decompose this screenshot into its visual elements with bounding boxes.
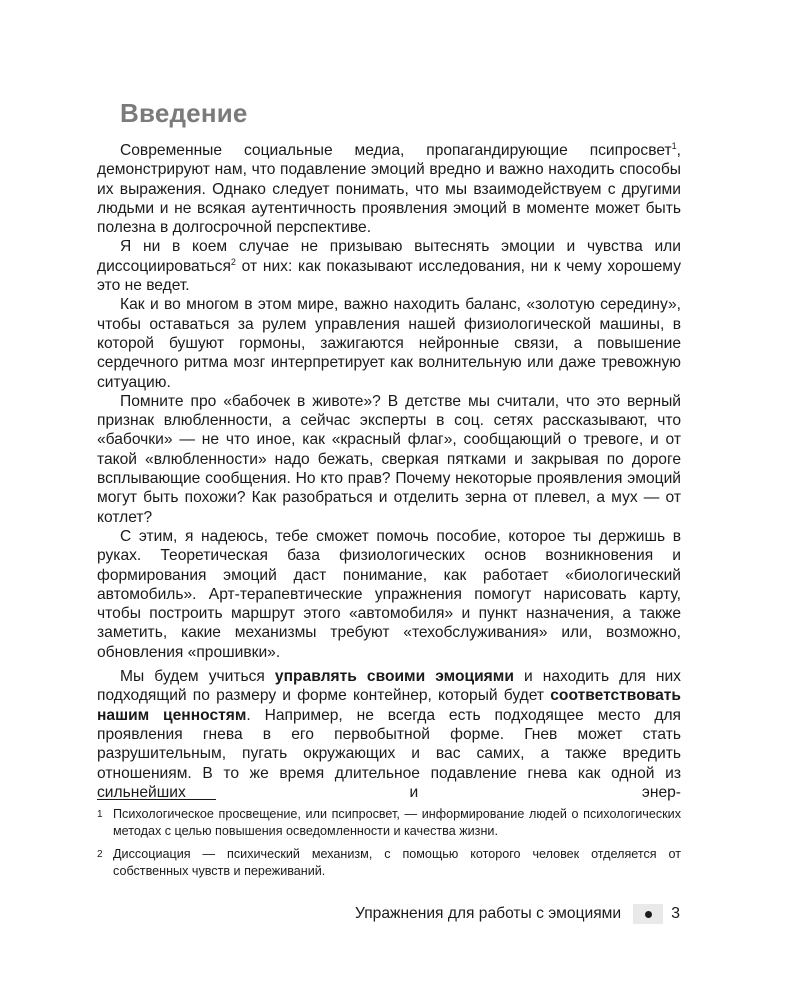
page-title: Введение xyxy=(120,98,248,128)
footnote-text: Психологическое просвещение, или псипросвет, — информирование людей о психологических методах с целью повышения осведомленности и качества жизни. xyxy=(113,807,681,838)
page-marker xyxy=(633,904,663,924)
paragraph-text: , демонстрируют нам, что подавление эмоций вредно и важно находить способы их выражения. Однако следует понимать, что мы взаимодействуем с другими людьми и не всякая аутентичность проявления эмоций в моменте может быть полезна в долгосрочной перспективе. xyxy=(97,142,681,237)
footnote-ref: 2 xyxy=(230,256,236,267)
footnote-number: 2 xyxy=(97,849,103,860)
paragraph-text: . Например, не всегда есть подходящее место для проявления гнева в его первобытной форме. Гнев может стать разрушительным, пугать окружающих и вас самих, а также вредить отношениям. В то же время длительное подавление гнева как одной из сильнейших и энер- xyxy=(97,706,682,801)
footnote-divider xyxy=(97,799,216,800)
footnote-ref: 1 xyxy=(671,140,677,151)
paragraph-text: от них: как показывают исследования, ни к чему хорошему это не ведет. xyxy=(97,257,681,295)
paragraph-text: Мы будем учиться xyxy=(120,668,275,686)
paragraph: Помните про «бабочек в животе»? В детстве мы считали, что это верный признак влюбленности, а сейчас эксперты в соц. сетях рассказывают, что «бабочки» — не что иное, как «красный флаг», сообщающий о тревоге, и от такой «влюбленности» надо бежать, сверкая пятками и закрывая по дороге всплывающие сообщения. Но кто прав? Почему некоторые проявления эмоций могут быть похожи? Как разобраться и отделить зерна от плевел, а мух — от котлет? xyxy=(97,392,681,526)
body-text xyxy=(97,141,681,802)
paragraph-text: Я ни в коем случае не призываю вытеснять эмоции и чувства или диссоциироваться xyxy=(97,238,681,275)
footnote-number: 1 xyxy=(97,809,103,820)
running-footer xyxy=(355,904,680,924)
footnote xyxy=(97,806,681,840)
emphasis: соответствовать нашим ценностям xyxy=(97,687,681,724)
paragraph xyxy=(97,237,681,295)
page-number: 3 xyxy=(671,905,680,922)
paragraph xyxy=(97,667,681,802)
footnotes xyxy=(97,806,681,886)
footnote-text: Диссоциация — психический механизм, с помощью которого человек отделяется от собственных чувств и переживаний. xyxy=(113,847,681,878)
paragraph xyxy=(97,141,681,237)
footnote xyxy=(97,846,681,880)
emphasis: управлять своими эмоциями xyxy=(274,668,514,686)
paragraph-text: и находить для них подходящий по размеру и форме контейнер, который будет xyxy=(97,668,681,705)
paragraph: С этим, я надеюсь, тебе сможет помочь пособие, которое ты держишь в руках. Теоретическая база физиологических основ возникновения и формирования эмоций даст понимание, как работает «биологический автомобиль». Арт-терапевтические упражнения помогут нарисовать карту, чтобы построить маршрут этого «автомобиля» и пункт назначения, а также заметить, какие механизмы требуют «техобслуживания» или, возможно, обновления «прошивки». xyxy=(97,527,681,661)
bullet-icon xyxy=(645,911,652,918)
paragraph-text: Современные социальные медиа, пропагандирующие псипросвет xyxy=(120,142,672,159)
paragraph: Как и во многом в этом мире, важно находить баланс, «золотую середину», чтобы оставаться за рулем управления нашей физиологической машины, в которой бушуют гормоны, зажигаются нейронные связи, а повышение сердечного ритма мозг интерпретирует как волнительную или даже тревожную ситуацию. xyxy=(97,296,681,391)
running-title: Упражнения для работы с эмоциями xyxy=(355,905,622,922)
